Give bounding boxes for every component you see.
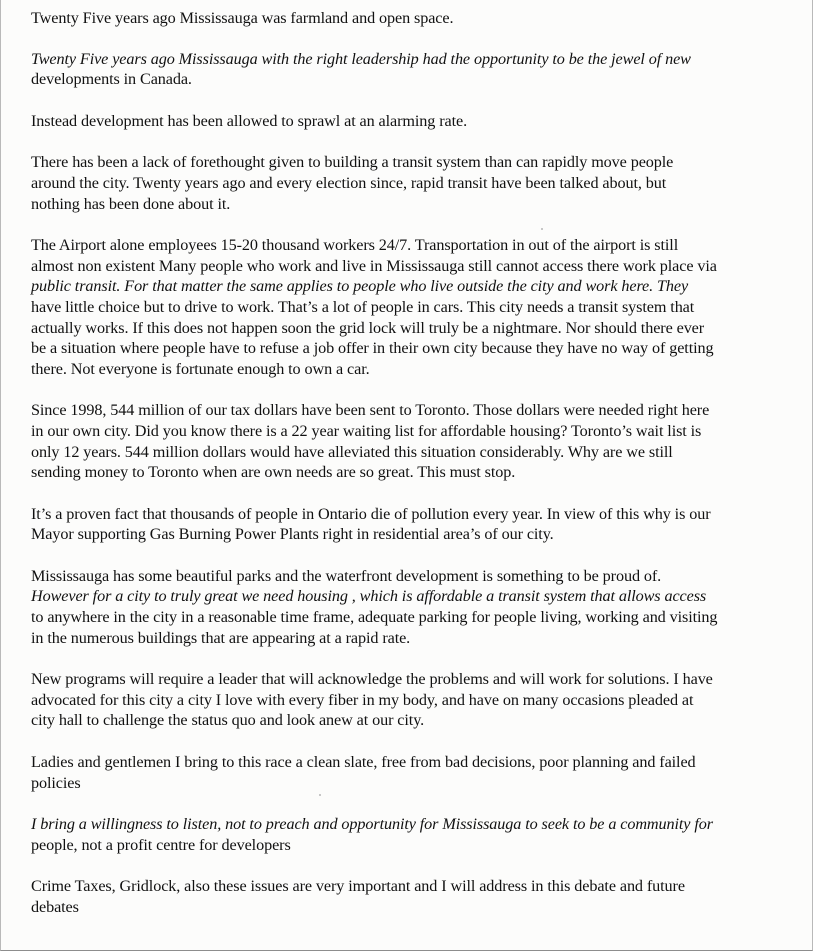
paragraph-5-line-4: have little choice but to drive to work. That’s a lot of people in cars. This city needs a transit system that (31, 297, 695, 316)
paragraph-11-line-1: I bring a willingness to listen, not to preach and opportunity for Mississauga to seek to be a community for (31, 815, 713, 834)
paragraph-10-line-1: Ladies and gentlemen I bring to this race a clean slate, free from bad decisions, poor planning and failed (31, 753, 696, 772)
paragraph-1-line-1: Twenty Five years ago Mississauga was farmland and open space. (31, 9, 454, 27)
paragraph-6-line-4: sending money to Toronto when are own needs are so great. This must stop. (31, 463, 516, 482)
paragraph-4 (31, 152, 801, 214)
paragraph-2 (31, 49, 801, 90)
paragraph-3-line-1: Instead development has been allowed to sprawl at an alarming rate. (31, 111, 468, 130)
paragraph-5-line-6: be a situation where people have to refuse a job offer in their own city because they have no way of getting (31, 339, 714, 358)
paragraph-4-line-2: around the city. Twenty years ago and every election since, rapid transit have been talked about, but (31, 173, 667, 192)
paragraph-10 (31, 752, 801, 793)
scan-speckle (319, 794, 321, 796)
paragraph-6-line-2: in our own city. Did you know there is a 22 year waiting list for affordable housing? Toronto’s wait list is (31, 421, 702, 440)
paragraph-12-line-1: Crime Taxes, Gridlock, also these issues are very important and I will address in this debate and future (31, 877, 685, 896)
paragraph-6-line-3: only 12 years. 544 million dollars would have alleviated this situation considerably. Why are we still (31, 442, 673, 461)
paragraph-4-line-3: nothing has been done about it. (31, 194, 231, 213)
scan-speckle (541, 228, 543, 230)
paragraph-2-line-2: developments in Canada. (31, 70, 192, 89)
paragraph-5-line-7: there. Not everyone is fortunate enough to own a car. (31, 359, 370, 378)
paragraph-9 (31, 669, 801, 731)
paragraph-8-line-1: Mississauga has some beautiful parks and the waterfront development is something to be proud of. (31, 566, 662, 585)
paragraph-5-line-3: public transit. For that matter the same applies to people who live outside the city and work here. They (31, 277, 689, 296)
paragraph-5-line-1: The Airport alone employees 15-20 thousand workers 24/7. Transportation in out of the airport is still (31, 236, 679, 255)
document-body (31, 8, 801, 939)
paragraph-1 (31, 8, 801, 29)
paragraph-8 (31, 566, 801, 648)
paragraph-5 (31, 235, 801, 379)
paragraph-9-line-3: city hall to challenge the status quo and look anew at our city. (31, 711, 425, 730)
paragraph-5-line-5: actually works. If this does not happen soon the grid lock will truly be a nightmare. Nor should there ever (31, 318, 705, 337)
paragraph-7-line-2: Mayor supporting Gas Burning Power Plants right in residential area’s of our city. (31, 525, 554, 544)
paragraph-6-line-1: Since 1998, 544 million of our tax dollars have been sent to Toronto. Those dollars were needed right here (31, 401, 710, 420)
paragraph-4-line-1: There has been a lack of forethought given to building a transit system than can rapidly move people (31, 153, 674, 172)
paragraph-6 (31, 400, 801, 482)
paragraph-9-line-1: New programs will require a leader that will acknowledge the problems and will work for solutions. I have (31, 670, 713, 689)
paragraph-7 (31, 504, 801, 545)
paragraph-9-line-2: advocated for this city a city I love with every fiber in my body, and have on many occasions pleaded at (31, 690, 694, 709)
paragraph-5-line-2: almost non existent Many people who work and live in Mississauga still cannot access there work place via (31, 256, 717, 275)
paragraph-11-line-2: people, not a profit centre for developers (31, 835, 291, 854)
paragraph-7-line-1: It’s a proven fact that thousands of people in Ontario die of pollution every year. In view of this why is our (31, 504, 711, 523)
paragraph-11 (31, 814, 801, 855)
paragraph-12-line-2: debates (31, 898, 79, 916)
paragraph-2-line-1: Twenty Five years ago Mississauga with the right leadership had the opportunity to be the jewel of new (31, 49, 691, 68)
paragraph-12 (31, 876, 801, 917)
paragraph-3 (31, 111, 801, 132)
paragraph-10-line-2: policies (31, 773, 81, 792)
paragraph-8-line-2: However for a city to truly great we need housing , which is affordable a transit system that allows access (31, 587, 707, 606)
paragraph-8-line-3: to anywhere in the city in a reasonable time frame, adequate parking for people living, working and visiting (31, 608, 718, 627)
paragraph-8-line-4: in the numerous buildings that are appearing at a rapid rate. (31, 628, 411, 647)
